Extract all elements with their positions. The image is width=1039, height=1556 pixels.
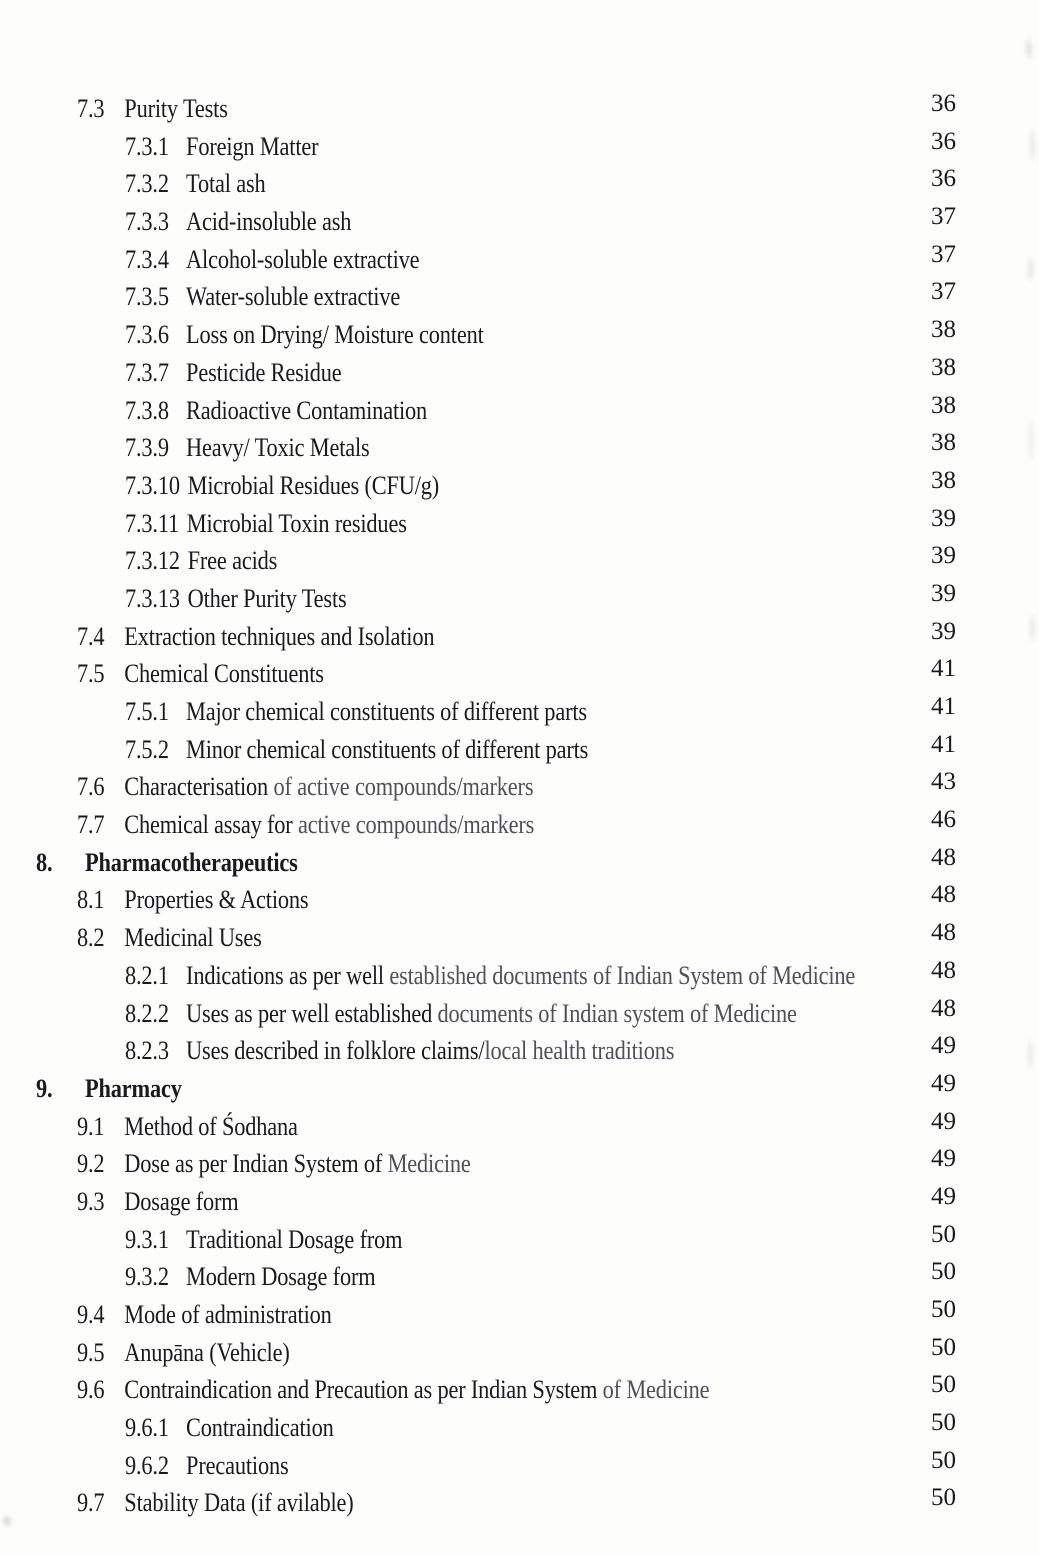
toc-entry <box>0 844 1039 882</box>
toc-entry-page-number: 50 <box>931 1446 956 1474</box>
toc-entry-title: Contraindication <box>186 1413 334 1443</box>
toc-entry-number: 7.3.3 <box>125 207 169 237</box>
toc-entry-title: Stability Data (if avilable) <box>124 1488 354 1518</box>
toc-entry-text <box>125 316 484 354</box>
toc-entry-page-number: 49 <box>931 1069 956 1097</box>
toc-entry-title: Alcohol-soluble extractive <box>186 244 420 274</box>
toc-entry-title: Pharmacotherapeutics <box>85 847 298 877</box>
toc-entry-title: Uses as per well established <box>186 998 438 1028</box>
toc-entry-page-number: 50 <box>931 1371 956 1399</box>
toc-entry <box>0 316 1039 354</box>
toc-entry-number: 8.1 <box>77 885 105 915</box>
toc-entry-text <box>125 580 347 618</box>
toc-entry-title: Anupāna (Vehicle) <box>124 1337 290 1367</box>
toc-entry-number: 7.3.7 <box>125 357 169 387</box>
toc-entry <box>0 881 1039 919</box>
toc-entry-number: 7.3.1 <box>125 131 169 161</box>
toc-entry-text <box>77 881 308 919</box>
toc-entry <box>0 919 1039 957</box>
toc-entry <box>0 467 1039 505</box>
toc-entry-title: Characterisation <box>124 772 274 802</box>
toc-entry <box>0 1334 1039 1372</box>
scan-artifact <box>1026 40 1032 58</box>
toc-entry <box>0 1484 1039 1522</box>
toc-entry-title: Extraction techniques and Isolation <box>124 621 435 651</box>
toc-entry-title: Chemical assay for <box>124 810 298 840</box>
toc-entry-text <box>36 1070 182 1108</box>
toc-entry <box>0 580 1039 618</box>
toc-entry-title: Major chemical constituents of different parts <box>186 697 587 726</box>
toc-entry-number: 8.2.3 <box>125 1036 169 1066</box>
toc-entry-page-number: 50 <box>931 1484 956 1512</box>
toc-entry <box>0 1108 1039 1146</box>
toc-entry-number: 8. <box>36 847 53 877</box>
toc-entry-title: Water-soluble extractive <box>186 282 401 312</box>
toc-entry-text <box>125 241 419 279</box>
toc-entry <box>0 542 1039 580</box>
toc-entry-title: Dose as per Indian System of <box>124 1149 388 1179</box>
toc-entry-title: Free acids <box>187 546 278 576</box>
toc-entry-title: Other Purity Tests <box>187 583 347 613</box>
toc-entry-page-number: 41 <box>931 693 956 720</box>
toc-entry-title: Radioactive Contamination <box>186 395 428 425</box>
toc-entry-page-number: 50 <box>931 1258 956 1286</box>
toc-entry <box>0 1145 1039 1183</box>
toc-entry-number: 7.3.12 <box>125 546 180 576</box>
scan-artifact <box>1030 615 1035 641</box>
toc-entry-text <box>125 467 439 505</box>
toc-entry-text <box>77 1371 709 1409</box>
toc-entry <box>0 241 1039 279</box>
toc-entry-number: 7.3.9 <box>125 433 169 463</box>
toc-entry-title: Chemical Constituents <box>124 659 324 689</box>
toc-entry <box>0 1258 1039 1296</box>
toc-entry-number: 9.7 <box>77 1488 105 1518</box>
toc-entry-title: Minor chemical constituents of different parts <box>186 734 589 764</box>
toc-entry-number: 7.5.2 <box>125 734 169 764</box>
toc-entry-page-number: 48 <box>931 994 956 1022</box>
toc-entry-number: 7.3.11 <box>125 508 180 538</box>
toc-entry-number: 7.3 <box>77 94 105 123</box>
toc-entry <box>0 768 1039 806</box>
toc-entry-title: Pharmacy <box>85 1073 182 1103</box>
toc-entry-page-number: 41 <box>931 655 956 683</box>
scan-artifact <box>1028 258 1033 280</box>
toc-entry-number: 8.2 <box>77 923 105 953</box>
toc-entry <box>0 128 1039 166</box>
toc-entry-text <box>125 1409 334 1447</box>
toc-entry-number: 9.6 <box>77 1375 105 1405</box>
toc-entry-title: Mode of administration <box>124 1300 332 1329</box>
toc-entry-number: 7.3.5 <box>125 282 169 312</box>
toc-entry-number: 7.3.6 <box>125 320 169 350</box>
toc-entry <box>0 1032 1039 1070</box>
scan-artifact <box>1028 1040 1033 1070</box>
toc-entry-text <box>125 957 855 995</box>
toc-entry-number: 8.2.2 <box>125 998 169 1028</box>
toc-entry-page-number: 50 <box>931 1333 956 1361</box>
toc-entry-number: 7.5.1 <box>125 697 169 726</box>
scan-artifact <box>1029 420 1033 460</box>
toc-entry <box>0 957 1039 995</box>
toc-entry-page-number: 49 <box>931 1145 956 1173</box>
toc-entry-title: Medicinal Uses <box>124 923 262 953</box>
toc-entry-title: Traditional Dosage from <box>186 1224 403 1254</box>
toc-entry-text <box>77 1334 290 1372</box>
toc-entry-title: Microbial Toxin residues <box>186 508 407 538</box>
toc-entry-text <box>125 1032 674 1070</box>
toc-entry-text <box>77 919 262 957</box>
toc-entry-text <box>125 429 370 467</box>
toc-entry <box>0 165 1039 203</box>
toc-entry-text <box>77 806 534 844</box>
toc-entry-page-number: 50 <box>931 1220 956 1248</box>
toc-entry-text <box>125 1221 402 1259</box>
toc-entry <box>0 1221 1039 1259</box>
toc-entry-text <box>125 1258 375 1296</box>
toc-entry-page-number: 37 <box>931 203 956 231</box>
toc-entry <box>0 1447 1039 1485</box>
toc-entry <box>0 618 1039 656</box>
toc-entry-number: 9.2 <box>77 1149 105 1179</box>
toc-entry <box>0 693 1039 731</box>
toc-entry-page-number: 38 <box>931 466 956 494</box>
toc-entry-number: 9.1 <box>77 1111 105 1141</box>
toc-entry-page-number: 46 <box>931 806 956 834</box>
toc-entry-number: 7.3.8 <box>125 395 169 425</box>
toc-entry-page-number: 38 <box>931 316 956 344</box>
toc-entry-text <box>125 505 407 543</box>
toc-entry-number: 9.3.1 <box>125 1224 169 1254</box>
toc-entry-page-number: 50 <box>931 1296 956 1323</box>
toc-entry-text <box>125 203 351 241</box>
toc-entry-title-faded: of active compounds/markers <box>273 772 534 802</box>
toc-entry-number: 7.7 <box>77 810 105 840</box>
toc-entry <box>0 731 1039 769</box>
toc-entry-page-number: 39 <box>931 617 956 645</box>
toc-entry <box>0 1409 1039 1447</box>
toc-entry-title: Acid-insoluble ash <box>186 207 352 237</box>
toc-entry-text <box>77 1296 332 1334</box>
toc-entry-page-number: 38 <box>931 429 956 457</box>
toc-entry-number: 9.6.1 <box>125 1413 169 1443</box>
toc-entry-text <box>125 354 341 392</box>
toc-entry <box>0 354 1039 392</box>
toc-entry-title: Heavy/ Toxic Metals <box>186 433 370 463</box>
toc-entry-number: 8.2.1 <box>125 960 169 990</box>
toc-entry-page-number: 39 <box>931 579 956 607</box>
toc-entry-text <box>77 655 324 693</box>
toc-entry-page-number: 48 <box>931 843 956 871</box>
toc-entry-title: Total ash <box>186 169 266 199</box>
toc-entry-text <box>125 731 588 769</box>
toc-entry-text <box>77 768 533 806</box>
toc-entry-number: 9.6.2 <box>125 1450 169 1480</box>
toc-entry <box>0 1371 1039 1409</box>
toc-entry-title-faded: documents of Indian system of Medicine <box>437 998 797 1028</box>
toc-entry-page-number: 50 <box>931 1409 956 1437</box>
toc-entry-number: 7.6 <box>77 772 105 802</box>
toc-entry-title: Foreign Matter <box>186 131 319 161</box>
toc-entry-title: Pesticide Residue <box>186 357 342 387</box>
toc-entry-title: Uses described in folklore claims/ <box>186 1036 485 1066</box>
toc-entry-title-faded: of Medicine <box>602 1375 710 1405</box>
toc-entry-text <box>125 128 318 166</box>
toc-entry <box>0 1070 1039 1108</box>
toc-entry-title-faded: established documents of Indian System of Medicine <box>389 960 856 990</box>
toc-entry-title: Method of Śodhana <box>124 1111 298 1141</box>
toc-entry-page-number: 38 <box>931 391 956 419</box>
toc-entry-title: Loss on Drying/ Moisture content <box>186 320 484 350</box>
toc-entry-text <box>77 90 228 128</box>
toc-entry <box>0 995 1039 1033</box>
toc-entry-title: Microbial Residues (CFU/g) <box>187 470 440 500</box>
toc-entry-number: 7.3.13 <box>125 583 180 613</box>
toc-entry-page-number: 48 <box>931 881 956 909</box>
toc-entry-page-number: 37 <box>931 278 956 306</box>
toc-entry-title: Indications as per well <box>186 960 390 990</box>
scan-artifact <box>1030 130 1035 160</box>
toc-entry-text <box>125 278 400 316</box>
toc-entry-page-number: 41 <box>931 730 956 758</box>
toc-entry-title: Dosage form <box>124 1186 239 1216</box>
toc-entry-number: 9.5 <box>77 1337 105 1367</box>
toc-entry-page-number: 36 <box>931 90 956 117</box>
toc-entry-page-number: 36 <box>931 127 956 155</box>
toc-entry <box>0 1296 1039 1334</box>
toc-entry-title: Precautions <box>186 1450 289 1480</box>
toc-entry-page-number: 39 <box>931 504 956 532</box>
toc-entry-number: 9.3 <box>77 1186 105 1216</box>
toc-entry-title: Contraindication and Precaution as per Indian System <box>124 1375 603 1405</box>
toc-entry-text <box>125 542 277 580</box>
toc-entry-number: 7.3.10 <box>125 470 180 500</box>
toc-entry-number: 9.3.2 <box>125 1262 169 1292</box>
toc-entry-title-faded: active compounds/markers <box>297 810 535 840</box>
toc-entry-title-faded: Medicine <box>387 1149 471 1179</box>
toc-entry-text <box>77 1484 354 1522</box>
toc-entry-page-number: 36 <box>931 165 956 193</box>
scan-artifact <box>3 1516 11 1526</box>
toc-entry-number: 7.3.2 <box>125 169 169 199</box>
toc-entry-title-faded: local health traditions <box>484 1036 675 1066</box>
toc-entry-text <box>77 1183 239 1221</box>
toc-entry-number: 7.4 <box>77 621 105 651</box>
toc-entry-page-number: 48 <box>931 956 956 984</box>
toc-entry-text <box>77 1108 298 1146</box>
toc-entry-page-number: 37 <box>931 240 956 268</box>
toc-entry-text <box>36 844 298 882</box>
toc-entry <box>0 429 1039 467</box>
toc-list <box>0 90 1039 1522</box>
toc-entry-page-number: 43 <box>931 768 956 796</box>
toc-entry-text <box>125 392 427 430</box>
toc-entry <box>0 90 1039 128</box>
toc-entry-title: Properties & Actions <box>124 885 309 915</box>
toc-entry <box>0 203 1039 241</box>
toc-entry-number: 7.5 <box>77 659 105 689</box>
toc-entry-number: 9. <box>36 1073 53 1103</box>
toc-entry-page-number: 38 <box>931 353 956 381</box>
toc-entry-text <box>125 1447 288 1485</box>
toc-entry-title: Modern Dosage form <box>186 1262 376 1292</box>
toc-entry-number: 7.3.4 <box>125 244 169 274</box>
toc-entry-text <box>77 618 434 656</box>
toc-entry-page-number: 39 <box>931 542 956 570</box>
toc-entry-page-number: 48 <box>931 919 956 947</box>
toc-entry-page-number: 49 <box>931 1032 956 1060</box>
toc-entry-text <box>125 995 797 1033</box>
toc-entry-number: 9.4 <box>77 1300 105 1329</box>
toc-entry-title: Purity Tests <box>124 94 228 123</box>
toc-entry-page-number: 49 <box>931 1107 956 1135</box>
toc-entry <box>0 505 1039 543</box>
toc-entry <box>0 806 1039 844</box>
toc-entry-text <box>125 165 266 203</box>
toc-entry <box>0 392 1039 430</box>
toc-entry-text <box>77 1145 471 1183</box>
toc-entry-page-number: 49 <box>931 1182 956 1210</box>
toc-entry <box>0 278 1039 316</box>
toc-entry-text <box>125 693 587 731</box>
toc-entry <box>0 1183 1039 1221</box>
toc-entry <box>0 655 1039 693</box>
